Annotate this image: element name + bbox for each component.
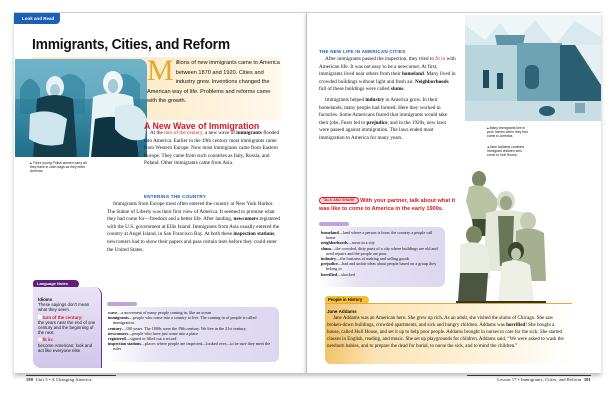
vocabulary-box bbox=[319, 227, 445, 287]
language-notes-heading: Idioms bbox=[38, 297, 53, 302]
vocabulary-label bbox=[107, 302, 137, 306]
vocab-entry: newcomers—people who have just come into a place bbox=[108, 330, 199, 336]
page-number: 180 bbox=[26, 377, 34, 382]
section-tab: Look and Read bbox=[14, 13, 60, 24]
intro-paragraph: Millions of new immigrants came to America between 1870 and 1920. Cities and industry grew. Inventions changed the American way of life. Problems and reforms came with the growth. bbox=[147, 54, 280, 104]
vocab-entry: wave—a movement of many people coming in, like an ocean bbox=[108, 310, 212, 315]
vocabulary-box bbox=[107, 307, 279, 362]
vocab-entry: homeland—land where a person is born; the country a people call home bbox=[321, 230, 433, 241]
language-notes-intro: These sayings don't mean what they seem. bbox=[38, 302, 90, 313]
caption-triangle-icon: ▴ bbox=[487, 126, 490, 130]
vocab-entry: industry—the business of making and selling goods bbox=[321, 256, 410, 262]
people-in-history-box bbox=[325, 303, 572, 364]
subheading-new-life: THE NEW LIFE IN AMERICAN CITIES bbox=[319, 49, 406, 54]
page-title: Immigrants, Cities, and Reform bbox=[32, 37, 230, 53]
idiom-highlight: fit in bbox=[435, 56, 446, 62]
photo-tenement-courtyard bbox=[465, 15, 601, 121]
photo-tenement-icon bbox=[465, 15, 601, 121]
photo-caption: ▴ Three young Polish women carry all they have in cloth bags as they enter America. bbox=[30, 161, 87, 174]
vocab-entry: immigrants—people who come into a country to live. The coming in of people is called immigration. bbox=[108, 315, 257, 326]
page-footer: Lesson 17 • Immigrants, Cities, and Reform 181 bbox=[497, 377, 591, 382]
footer-rule bbox=[26, 375, 116, 376]
body-paragraph-1: At the turn of the century, a new wave of immigrants flooded into America. Earlier in the 19th century most immigrants came from Western Europe. Now most immigrants came from Eastern Europe. They came from such countries as Italy, Russia, and Poland. Other immigrants came from Asia. bbox=[144, 130, 280, 167]
idiom-item: fit in: become American; look and act like everyone else bbox=[38, 337, 93, 353]
left-page bbox=[14, 12, 306, 382]
vocab-entry: horrified—shocked bbox=[321, 271, 355, 277]
vocab-term: immigrants bbox=[236, 130, 262, 136]
people-in-history-tab: People in History bbox=[325, 296, 369, 304]
caption-triangle-icon: ▴ bbox=[30, 161, 33, 165]
footer-rule bbox=[467, 375, 591, 376]
section-heading: A New Wave of Immigration bbox=[144, 121, 260, 131]
talk-and-share: TALK AND SHARE With your partner, talk about what it was like to come to America in the early 1900s. bbox=[319, 198, 456, 212]
vocab-entry: slums—the crowded, dirty parts of a city where buildings are old and need repairs and the people are poor bbox=[321, 245, 438, 256]
caption-triangle-icon: ◂ bbox=[487, 145, 490, 149]
body-paragraph-3: After immigrants passed the inspection, they tried to fit in with American life. It was not easy to be a newcomer. At first, immigrants lived near others from their homeland. Many lived in crowded buildings without light and fresh air. Neighborhoods full of these buildings were called slums. Immigrants helped industry in America grow. In their homelands, many people had farmed. Here they worked in factories. Some Americans feared that immigrants would take their jobs. Fears led to prejudice, and in the 1920s, new laws were passed against immigration. The laws ended most immigration to America for many years. bbox=[319, 56, 456, 141]
subheading-entering: ENTERING THE COUNTRY bbox=[144, 194, 207, 199]
language-notes-box bbox=[33, 287, 102, 368]
language-notes-tab: Language Notes bbox=[33, 280, 79, 288]
photo-caption: ◂ Jane Addams comforts immigrant children who come to Hull House. bbox=[487, 145, 525, 158]
bullet-square-icon bbox=[38, 338, 42, 342]
idiom-highlight: turn of the century, bbox=[164, 130, 204, 136]
body-paragraph-2: Immigrants from Europe most often entered the country at New York Harbor. The Statue of Liberty was their first view of America. It seemed to promise what they had come for—freedom and a better life. After landing, newcomers registered with the U.S. government at Ellis Island. Immigrants from Asia usually entered the country at Angel Island, in San Francisco Bay. At both these inspection stations, newcomers had to show their papers and pass certain tests before they could enter the United States. bbox=[107, 201, 280, 253]
photo-polish-women bbox=[15, 59, 147, 157]
vocab-entry: neighborhoods—areas in a city bbox=[321, 240, 375, 246]
vocab-entry: inspection stations—places where people are inspected—looked over—to be sure they meet the rules bbox=[108, 341, 271, 352]
people-in-history-name: Jane Addams bbox=[327, 309, 357, 314]
photo-jane-addams-children bbox=[454, 161, 549, 305]
photo-caption: ▴ Many immigrants live in poor homes when they first come to America. bbox=[487, 126, 528, 139]
vocab-entry: century—100 years. The 1800s were the 19th century. We live in the 21st century. bbox=[108, 325, 247, 331]
page-number: 181 bbox=[583, 377, 591, 382]
talk-and-share-badge: TALK AND SHARE bbox=[319, 197, 359, 204]
bullet-square-icon bbox=[38, 315, 42, 319]
vocab-entry: registered—signed or filled out a record bbox=[108, 336, 177, 342]
right-page bbox=[306, 12, 601, 382]
photo-jane-addams-icon bbox=[454, 161, 549, 305]
vocabulary-label bbox=[319, 222, 349, 226]
drop-cap: M bbox=[147, 54, 174, 87]
people-in-history-text: Jane Addams was an American hero. She grew up rich. As an adult, she visited the slums of Chicago. She saw broken-down buildings, crowded apartments, and sick and hungry children. Addams was horrified! She bought a house, called Hull House, and set it up to help poor people. Addams brought in nurses to care for the sick. She started classes in English, reading, and music. She set up playgrounds for children. Addams said, “We were asked to wash the newborn babies, and to prepare the dead for burial, to nurse the sick, and to mind the children.” bbox=[327, 316, 564, 350]
page-footer: 180 Unit 5 • A Changing America bbox=[26, 377, 92, 382]
photo-immigrant-women-icon bbox=[15, 59, 147, 157]
idiom-item: turn of the century: the years near the end of one century and the beginning of the next bbox=[38, 314, 96, 336]
vocab-entry: prejudice—bad and unfair ideas about people based on a group they belong to bbox=[321, 261, 437, 272]
